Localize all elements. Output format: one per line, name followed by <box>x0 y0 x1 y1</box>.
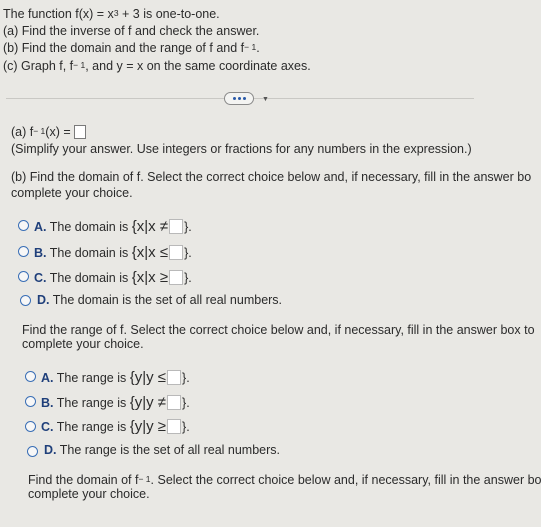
hint-text: (Simplify your answer. Use integers or fractions for any numbers in the expression.) <box>11 142 472 156</box>
set-notation: {x|x ≠ <box>131 218 169 235</box>
range-option-b-radio[interactable] <box>25 396 36 407</box>
option-letter: A. <box>41 371 54 385</box>
problem-text: (b) Find the domain and the range of f and f <box>3 41 245 55</box>
prompt-text: Find the domain of f <box>28 473 139 487</box>
problem-text: (c) Graph f, f <box>3 59 74 73</box>
range-option-d-radio[interactable] <box>27 446 38 457</box>
inverse-domain-prompt-line-1 <box>28 473 541 487</box>
problem-text: . <box>256 41 260 55</box>
prompt-text: complete your choice. <box>22 337 144 351</box>
set-notation: }. <box>182 396 190 410</box>
option-letter: C. <box>41 420 54 434</box>
set-notation: }. <box>184 220 192 234</box>
problem-line-a <box>3 24 259 38</box>
exponent: 3 <box>113 8 119 18</box>
exponent: − 1 <box>73 60 86 70</box>
range-option-d[interactable] <box>44 443 280 457</box>
option-text: The domain is <box>49 271 129 285</box>
set-notation: }. <box>182 371 190 385</box>
option-text: The range is the set of all real numbers. <box>59 443 281 457</box>
domain-option-d[interactable] <box>37 293 282 307</box>
problem-text: , and y = x on the same coordinate axes. <box>85 59 311 73</box>
problem-line-1 <box>3 7 220 21</box>
problem-text: + 3 is one-to-one. <box>118 7 220 21</box>
set-notation: }. <box>184 271 192 285</box>
option-letter: B. <box>34 246 47 260</box>
exponent: − 1 <box>244 42 257 52</box>
domain-b-answer-box[interactable] <box>169 245 183 260</box>
domain-option-d-radio[interactable] <box>20 295 31 306</box>
set-notation: {y|y ≥ <box>129 418 167 435</box>
inverse-answer-box[interactable] <box>74 125 86 139</box>
range-a-answer-box[interactable] <box>167 370 181 385</box>
range-b-answer-box[interactable] <box>167 395 181 410</box>
prompt-text: . Select the correct choice below and, if necessary, fill in the answer bo <box>150 473 541 487</box>
ellipsis-icon[interactable] <box>224 92 254 105</box>
option-letter: B. <box>41 396 54 410</box>
domain-c-answer-box[interactable] <box>169 270 183 285</box>
set-notation: {y|y ≤ <box>129 369 167 386</box>
set-notation: }. <box>182 420 190 434</box>
prompt-text: (b) Find the domain of f. Select the correct choice below and, if necessary, fill in the answer bo <box>11 170 532 184</box>
problem-text: The function f(x) = x <box>3 7 114 21</box>
range-prompt-line-2 <box>22 337 144 351</box>
part-a-text: (a) f <box>11 125 34 139</box>
range-option-c-radio[interactable] <box>25 421 36 432</box>
part-a-label <box>11 125 86 139</box>
exponent: − 1 <box>138 474 151 484</box>
domain-prompt-line-1 <box>11 170 531 184</box>
range-option-b[interactable] <box>41 394 190 411</box>
problem-text: (a) Find the inverse of f and check the answer. <box>3 24 260 38</box>
option-text: The domain is <box>49 220 129 234</box>
set-notation: {x|x ≥ <box>131 269 169 286</box>
domain-option-c-radio[interactable] <box>18 271 29 282</box>
exponent: − 1 <box>33 126 46 136</box>
domain-option-a[interactable] <box>34 218 192 235</box>
range-option-a-radio[interactable] <box>25 371 36 382</box>
problem-line-b <box>3 41 260 55</box>
option-letter: C. <box>34 271 47 285</box>
option-text: The range is <box>56 371 127 385</box>
problem-line-c <box>3 59 311 73</box>
prompt-text: complete your choice. <box>11 186 133 200</box>
option-text: The range is <box>56 396 127 410</box>
domain-option-a-radio[interactable] <box>18 220 29 231</box>
set-notation: {y|y ≠ <box>129 394 167 411</box>
range-prompt-line-1 <box>22 323 535 337</box>
range-option-a[interactable] <box>41 369 190 386</box>
range-option-c[interactable] <box>41 418 190 435</box>
domain-a-answer-box[interactable] <box>169 219 183 234</box>
prompt-text: Find the range of f. Select the correct choice below and, if necessary, fill in the answer box to <box>22 323 535 337</box>
set-notation: {x|x ≤ <box>131 244 169 261</box>
domain-option-c[interactable] <box>34 269 192 286</box>
part-a-hint <box>11 142 472 156</box>
option-letter: A. <box>34 220 47 234</box>
domain-prompt-line-2 <box>11 186 133 200</box>
option-text: The domain is <box>49 246 129 260</box>
inverse-domain-prompt-line-2 <box>28 487 150 501</box>
option-letter: D. <box>44 443 57 457</box>
domain-option-b-radio[interactable] <box>18 246 29 257</box>
option-text: The domain is the set of all real numbers. <box>52 293 283 307</box>
set-notation: }. <box>184 246 192 260</box>
domain-option-b[interactable] <box>34 244 192 261</box>
caret-down-icon: ▼ <box>262 96 269 103</box>
option-letter: D. <box>37 293 50 307</box>
part-a-text: (x) = <box>45 125 71 139</box>
option-text: The range is <box>56 420 127 434</box>
prompt-text: complete your choice. <box>28 487 150 501</box>
range-c-answer-box[interactable] <box>167 419 181 434</box>
